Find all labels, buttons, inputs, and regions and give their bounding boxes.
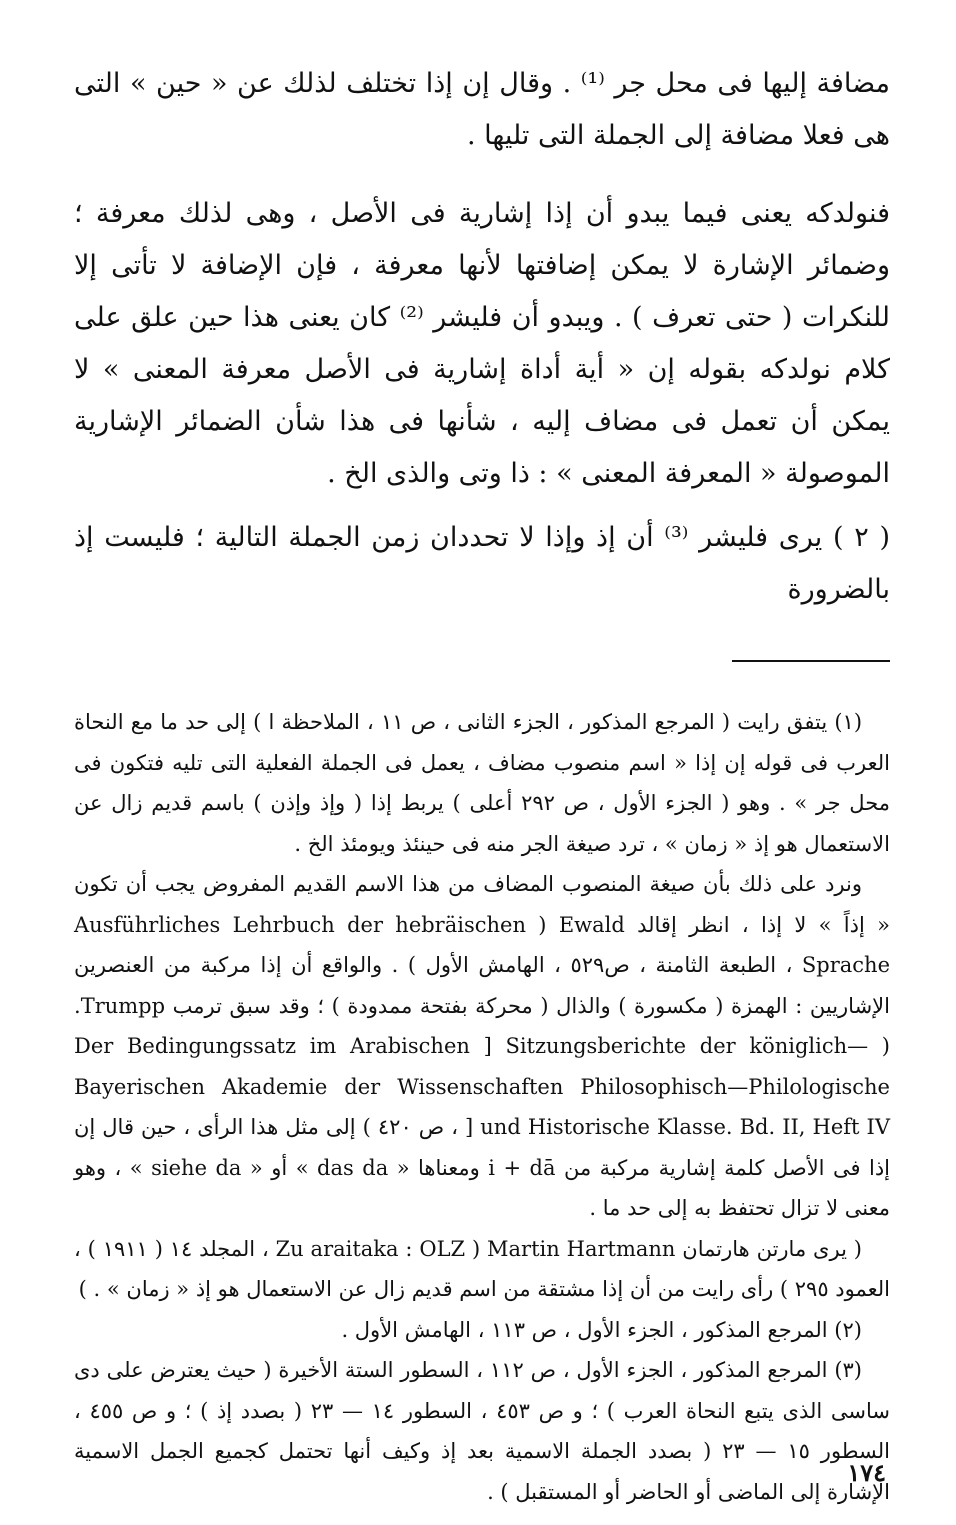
main-paragraph: مضافة إليها فى محل جر ⁽¹⁾ . وقال إن إذا تختلف لذلك عن « حين » التى هى فعلا مضافة إلى الجملة التى تليها . bbox=[74, 68, 890, 151]
footnote: (٣) المرجع المذكور ، الجزء الأول ، ص ١١٢ ، السطور الستة الأخيرة ( حيث يعترض على دى ساسى الذى يتبع النحاة العرب ) ؛ و ص ٤٥٣ ، السطور ١٤ — ٢٣ ( بصدد إذ ) ؛ و ص ٤٥٥ ، السطور ١٥ — ٢٣ ( بصدد الجملة الاسمية بعد إذ وكيف أنها تحتمل كجميع الجمل الاسمية الإشارة إلى الماضى أو الحاضر أو المستقبل ) . bbox=[74, 1358, 890, 1504]
page-number: ١٧٤ bbox=[847, 1458, 886, 1487]
main-paragraph: فنولدكه يعنى فيما يبدو أن إذا إشارية فى الأصل ، وهى لذلك معرفة ؛ وضمائر الإشارة لا يمكن إضافتها لأنها معرفة ، فإن الإضافة لا تأتى إلا للنكرات ( حتى تعرف ) . ويبدو أن فليشر ⁽²⁾ كان يعنى هذا حين علق على كلام نولدكه بقوله إن « أية أداة إشارية فى الأصل معرفة المعنى » لا يمكن أن تعمل فى مضاف إليه ، شأنها فى هذا شأن الضمائر الإشارية الموصولة « المعرفة المعنى » : ذا وتى والذى الخ . bbox=[74, 198, 890, 489]
footnote: (٢) المرجع المذكور ، الجزء الأول ، ص ١١٣ ، الهامش الأول . bbox=[341, 1317, 862, 1342]
document-page bbox=[74, 58, 891, 1504]
main-paragraph: ( ٢ ) يرى فليشر ⁽³⁾ أن إذ وإذا لا تحددان زمن الجملة التالية ؛ فليست إذ بالضرورة bbox=[74, 522, 890, 605]
footnote: ( يرى مارتن هارتمان Martin Hartmann ( Zu araitaka : OLZ ، المجلد ١٤ ( ١٩١١ ) ، العمود ٢٩٥ ) رأى رايت من أن إذا مشتقة من اسم قديم زال عن الاستعمال هو إذ « زمان » . ) bbox=[74, 1236, 890, 1301]
footnote: ونرد على ذلك بأن صيغة المنصوب المضاف من هذا الاسم القديم المفروض يجب أن تكون « إذاً » لا إذا ، انظر إقالد Ewald ( Ausführliches Lehrbuch der hebräischen Sprache ، الطبعة الثامنة ، ص٥٢٩ ، الهامش الأول ) . والواقع أن إذا مركبة من العنصرين الإشاريين : الهمزة ( مكسورة ) والذال ( محركة بفتحة ممدودة ) ؛ وقد سبق ترمب Trumpp. ( Der Bedingungssatz im Arabischen ] Sitzungsberichte der königlich—Bayerischen Akademie der Wissenschaften Philosophisch—Philologische und Historische Klasse. Bd. II, Heft IV [ ، ص ٤٢٠ ) إلى مثل هذا الرأى ، حين قال إن إذا فى الأصل كلمة إشارية مركبة من i + dā ومعناها « das da » أو « siehe da » ، وهو معنى لا تزال تحتفظ به إلى حد ما . bbox=[74, 872, 891, 1220]
main-text bbox=[74, 58, 890, 616]
footnotes bbox=[74, 702, 890, 1512]
footnote: (١) يتفق رايت ( المرجع المذكور ، الجزء الثانى ، ص ١١ ، الملاحظة ا ) إلى حد ما مع النحاة العرب فى قوله إن إذا « اسم منصوب مضاف ، يعمل فى الجملة الفعلية التى تليه فتكون فى محل جر » . وهو ( الجزء الأول ، ص ٢٩٢ أعلى ) يربط إذا ( وإذ وإذن ) باسم قديم زال عن الاستعمال هو إذ « زمان » ، ترد صيغة الجر منه فى حينئذ ويومئذ الخ . bbox=[74, 710, 891, 856]
footnote-separator bbox=[732, 660, 890, 662]
